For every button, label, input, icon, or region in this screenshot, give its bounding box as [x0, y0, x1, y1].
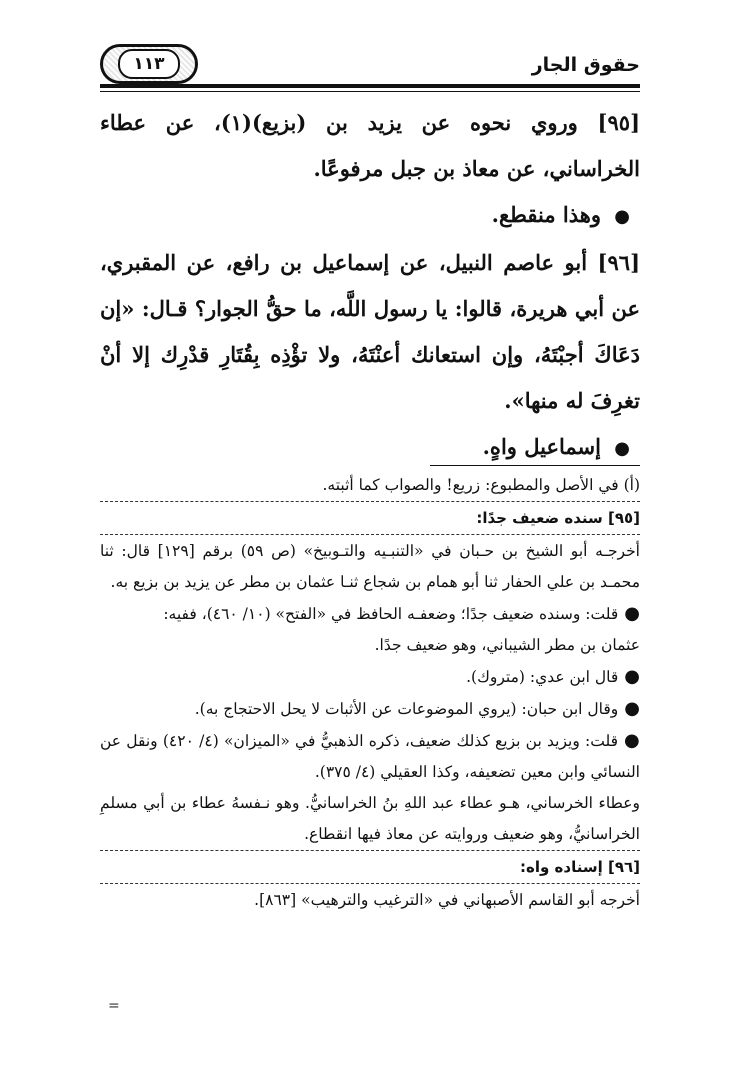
takhrij-95-comment [100, 598, 640, 630]
takhrij-heading-95 [100, 503, 640, 534]
grading-text: وهذا منقطع. [491, 202, 601, 227]
quote-text: وقال ابن حبان: (يروي الموضوعات عن الأثبات لا يحل الاحتجاج به). [194, 700, 619, 718]
grading-text: إسماعيل واهٍ. [482, 434, 601, 459]
takhrij-96-source: أخرجه أبو القاسم الأصبهاني في «الترغيب والترهيب» [٨٦٣]. [254, 891, 640, 909]
quote-text: قال ابن عدي: (متروك). [466, 668, 619, 686]
bullet-icon: ● [624, 666, 640, 687]
bullet-icon: ● [624, 698, 640, 719]
bullet-icon: ● [624, 730, 641, 751]
takhrij-95-ibn-adi [100, 661, 640, 693]
footnotes [100, 470, 640, 916]
entry-96: [٩٦] أبو عاصم النبيل، عن إسماعيل بن رافع، عن المقبري، عن أبي هريرة، قالوا: يا رسول اللَّه، ما حقُّ الجوار؟ قـال: «إن دَعَاكَ أجبْتَهُ، وإن استعانك أعنْتَهُ، ولا تؤْذِه بِقُتَارِ قدْرِك إلا أنْ تغرِفَ له منها». [100, 250, 640, 413]
header-rule [100, 84, 640, 88]
footnote-1: (أ) في الأصل والمطبوع: زريع! والصواب كما أثبته. [322, 476, 640, 494]
entry-95: [٩٥] وروي نحوه عن يزيد بن (بزيع)(١)، عن عطاء الخراساني، عن معاذ بن جبل مرفوعًا. [100, 110, 640, 181]
takhrij-heading-96 [100, 852, 640, 883]
continuation-mark: = [108, 998, 120, 1014]
bullet-icon: ● [614, 206, 630, 227]
bullet-icon: ● [614, 438, 630, 459]
takhrij-heading-95-text: [٩٥] سنده ضعيف جدًا: [476, 509, 640, 527]
bullet-icon: ● [624, 603, 640, 624]
takhrij-95-ibn-hibban [100, 693, 640, 725]
running-title: حقوق الجار [531, 54, 640, 76]
page-number-badge [100, 44, 198, 84]
header-rule-thin [100, 91, 640, 92]
takhrij-heading-96-text: [٩٦] إسناده واه: [520, 858, 640, 876]
takhrij-95-ata: وعطاء الخرساني، هـو عطاء عبد اللهِ بنُ الخراسانيُّ. وهو نـفسهُ عطاء بن أبي مسلمِ الخراسانيُّ، وهو ضعيف وروايته عن معاذ فيها انقطاع. [100, 794, 640, 843]
entry-95-grading [100, 192, 630, 240]
footnote-divider [100, 465, 640, 466]
page-number: ١١٣ [118, 49, 180, 79]
footnote-rule [430, 465, 640, 466]
takhrij-95-yazid [100, 725, 640, 788]
comment-text: قلت: وسنده ضعيف جدًا؛ وضعفـه الحافظ في «الفتح» (١٠/ ٤٦٠)، ففيه: [163, 605, 619, 623]
main-text [100, 100, 640, 472]
page-header [100, 40, 640, 90]
takhrij-95-narrator: عثمان بن مطر الشيباني، وهو ضعيف جدًا. [374, 636, 640, 654]
takhrij-95-source: أخرجـه أبو الشيخ بن حـبان في «التنبـيه والتـوبيخ» (ص ٥٩) برقم [١٢٩] قال: ثنا محمـد بن علي الحفار ثنا أبو همام بن شجاع ثنـا عثمان بن مطر عن يزيد بن بزيع به. [100, 542, 640, 591]
comment-text: قلت: ويزيد بن بزيع كذلك ضعيف، ذكره الذهبيُّ في «الميزان» (٤/ ٤٢٠) ونقل عن النسائي وابن معين تضعيفه، وكذا العقيلي (٤/ ٣٧٥). [100, 732, 640, 781]
